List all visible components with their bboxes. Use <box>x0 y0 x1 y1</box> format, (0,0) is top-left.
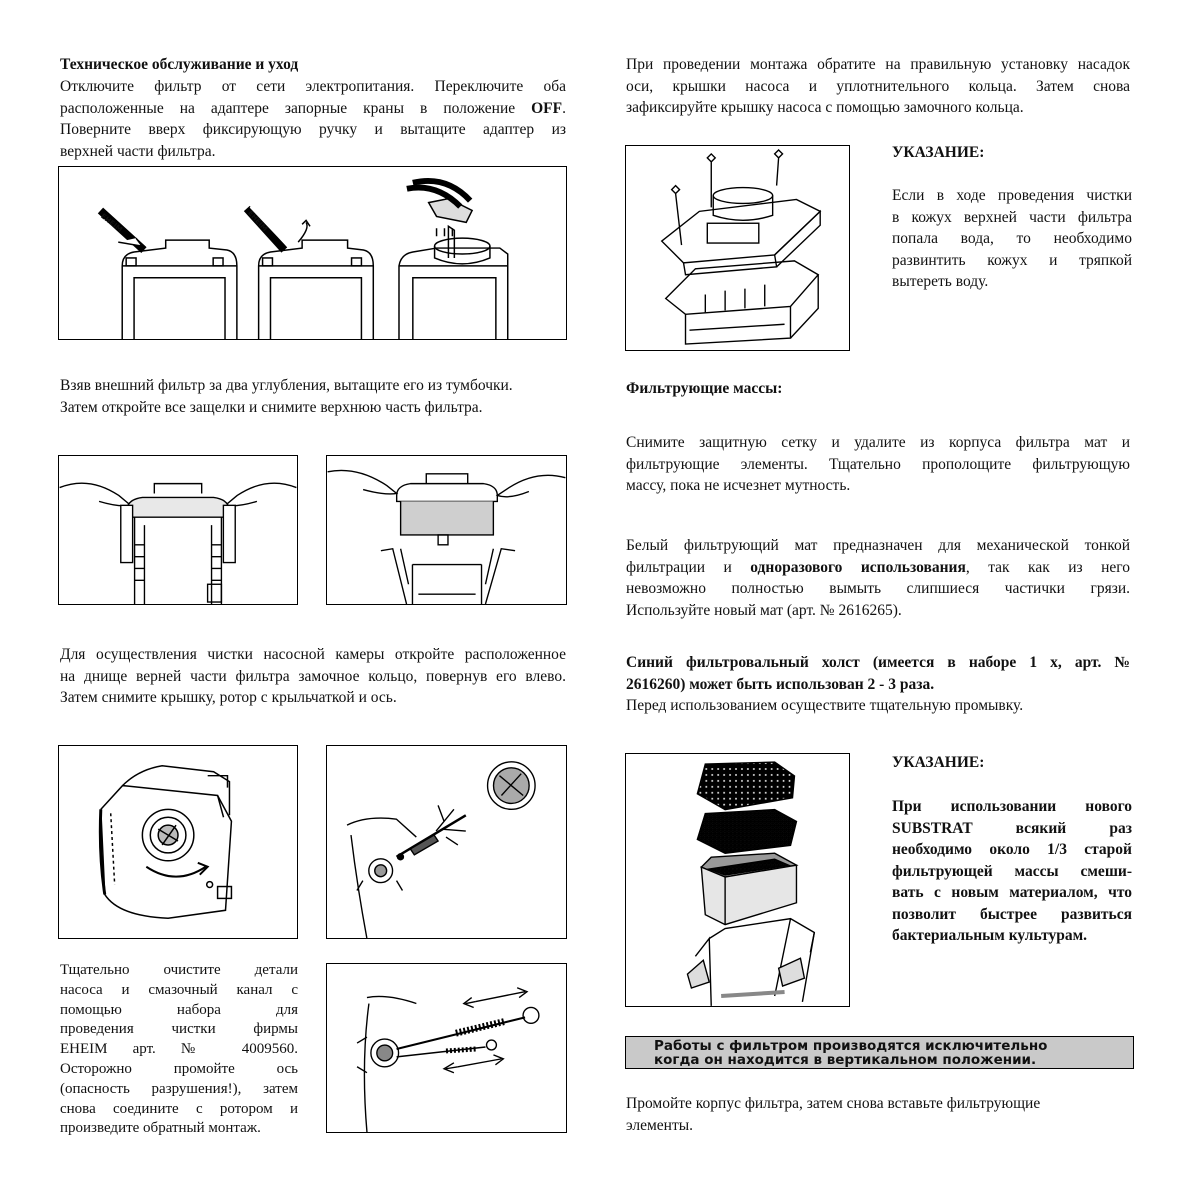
note1-title: УКАЗАНИЕ: <box>892 144 985 161</box>
blue-fleece-paragraph <box>626 652 1130 717</box>
warning-line: когда он находится в вертикальном положении. <box>654 1052 1037 1068</box>
pump-chamber-paragraph <box>60 644 566 709</box>
text-line: При проведении монтажа обратите на правильную установку насадок <box>626 56 1130 73</box>
single-use-emphasis: одноразового использования <box>750 558 966 576</box>
text-line: При использовании нового <box>892 798 1132 815</box>
pump-cover-illustration <box>59 746 297 938</box>
figure-filter-media <box>625 753 850 1007</box>
text-line: проведения чистки фирмы <box>60 1021 298 1038</box>
text-line: вытереть воду. <box>892 273 989 290</box>
text-line: Промойте корпус фильтра, затем снова вставьте фильтрующие <box>626 1095 1041 1112</box>
text-line: Тщательно очистите детали <box>60 962 298 978</box>
white-mat-paragraph <box>626 535 1130 621</box>
text-line: помощью набора для <box>60 1001 298 1018</box>
text-line: Затем откройте все защелки и снимите верхнюю часть фильтра. <box>60 398 483 416</box>
warning-line: Работы с фильтром производятся исключительно <box>654 1038 1048 1054</box>
filter-media-paragraph <box>626 432 1130 497</box>
text-line: развинтить кожух и тряпкой <box>892 251 1132 269</box>
text-line: Используйте новый мат (арт. № 2616265). <box>626 601 902 619</box>
text-line: расположенные на адаптере запорные краны в положение OFF. <box>60 99 566 117</box>
figure-remove-top <box>326 455 567 605</box>
text-line: Перед использованием осуществите тщательную промывку. <box>626 697 1024 714</box>
remove-filter-paragraph <box>60 375 566 418</box>
text-line: фильтрующие элементы. Тщательно прополощите фильтрующую <box>626 455 1130 473</box>
text-line: Взяв внешний фильтр за два углубления, вытащите его из тумбочки. <box>60 377 513 394</box>
text-line: позволит быстрее развиться <box>892 905 1132 923</box>
text-line: Поверните вверх фиксирующую ручку и вытащите адаптер из <box>60 121 566 138</box>
text-line: насоса и смазочный канал с <box>60 981 298 998</box>
text-line: фильтрующей массы смеши- <box>892 862 1132 880</box>
remove-top-illustration <box>327 456 566 604</box>
disconnect-paragraph <box>60 76 566 162</box>
eheim-label-b: EHEIM <box>246 209 269 233</box>
text-line: зафиксируйте крышку насоса с помощью замочного кольца. <box>626 99 1024 116</box>
rotor-illustration <box>327 746 566 938</box>
text-line: на днище верней части фильтра замочное кольцо, повернув его влево. <box>60 667 566 685</box>
text-line: Для осуществления чистки насосной камеры откройте расположенное <box>60 646 566 663</box>
adapter-removal-illustration <box>59 167 566 339</box>
text-line: произведите обратный монтаж. <box>60 1120 261 1137</box>
text-line: попала вода, то необходимо <box>892 230 1132 247</box>
figure-adapter-removal <box>58 166 567 340</box>
figure-housing-screws <box>625 145 850 351</box>
text-line: Если в ходе проведения чистки <box>892 187 1132 204</box>
figure-cleaning-brush <box>326 963 567 1133</box>
text-line: EHEIM арт. № 4009560. <box>60 1041 298 1058</box>
maintenance-heading: Техническое обслуживание и уход <box>60 56 299 73</box>
figure-pump-cover <box>58 745 298 939</box>
text-line: Осторожно промойте ось <box>60 1060 298 1077</box>
note2-title: УКАЗАНИЕ: <box>892 754 985 771</box>
text-line: (опасность разрушения!), затем <box>60 1080 298 1097</box>
text-line: вать с новым материалом, что <box>892 884 1132 901</box>
cleaning-brush-illustration <box>327 964 566 1132</box>
text-line: Затем снимите крышку, ротор с крыльчаткой и ось. <box>60 689 397 706</box>
text-line: массу, пока не исчезнет мутность. <box>626 477 851 494</box>
text-line: необходимо около 1/3 старой <box>892 841 1132 858</box>
text-line: бактериальным культурам. <box>892 927 1088 944</box>
text-line: верхней части фильтра. <box>60 142 216 160</box>
text-line: Белый фильтрующий мат предназначен для механической тонкой <box>626 537 1130 554</box>
text-line: снова соедините с ротором и <box>60 1100 298 1117</box>
note1-text <box>892 185 1132 293</box>
filter-media-illustration <box>626 754 849 1006</box>
text-line: элементы. <box>626 1116 694 1134</box>
lift-filter-illustration <box>59 456 297 604</box>
text-line: SUBSTRAT всякий раз <box>892 819 1132 837</box>
text-line: оси, крышки насоса и уплотнительного кольца. Затем снова <box>626 77 1130 95</box>
off-keyword: OFF <box>531 99 563 117</box>
text-line: Снимите защитную сетку и удалите из корпуса фильтра мат и <box>626 434 1130 451</box>
text-line: Отключите фильтр от сети электропитания. Переключите оба <box>60 78 566 95</box>
text-line: невозможно полностью вымыть слипшиеся частички грязи. <box>626 580 1130 597</box>
filter-media-heading: Фильтрующие массы: <box>626 380 783 397</box>
assembly-paragraph <box>626 54 1130 119</box>
text-line: 2616260) может быть использован 2 - 3 раза. <box>626 675 935 693</box>
vertical-position-warning <box>625 1036 1134 1069</box>
text-line: фильтрации и одноразового использования, так как из него <box>626 558 1130 576</box>
text-line: в кожух верхней части фильтра <box>892 208 1132 226</box>
eheim-label-a: EHEIM <box>99 212 124 234</box>
text-line: Синий фильтровальный холст (имеется в наборе 1 х, арт. № <box>626 654 1130 671</box>
cleaning-paragraph <box>60 961 298 1139</box>
rinse-housing-paragraph <box>626 1093 1130 1136</box>
note2-text <box>892 796 1132 947</box>
housing-screws-illustration <box>626 146 849 350</box>
figure-lift-filter <box>58 455 298 605</box>
figure-rotor <box>326 745 567 939</box>
